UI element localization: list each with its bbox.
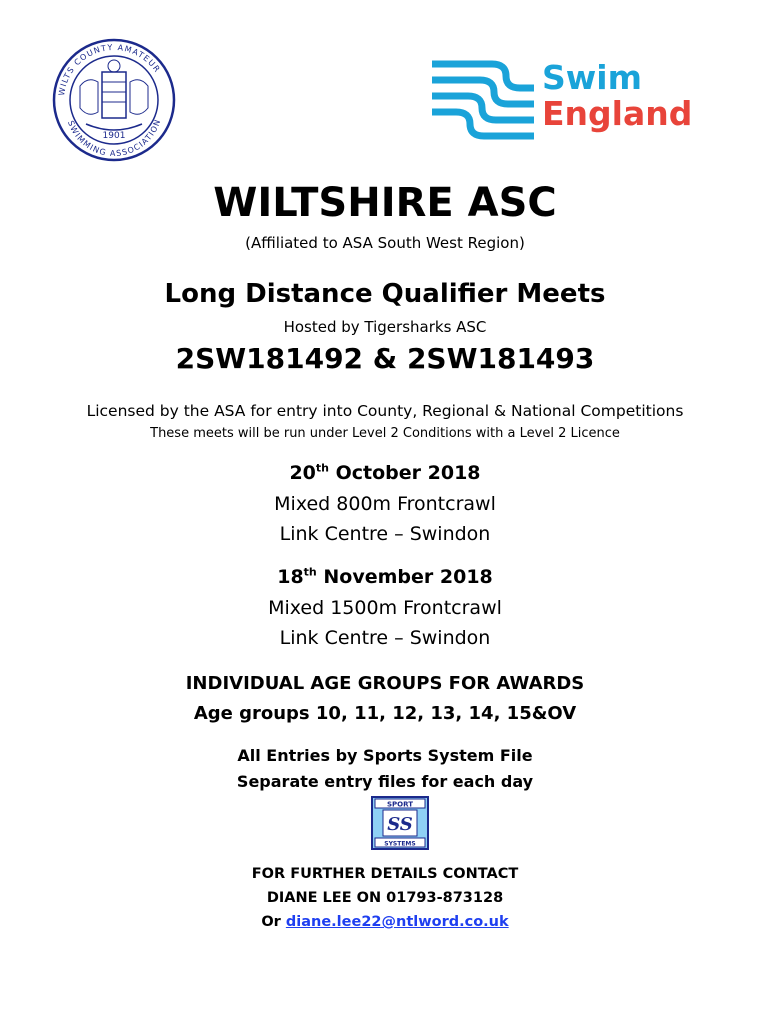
swim-england-waves-icon (428, 58, 538, 148)
hosted-by: Hosted by Tigersharks ASC (283, 318, 487, 336)
meets-title: Long Distance Qualifier Meets (164, 279, 606, 309)
swim-england-wordmark (542, 60, 692, 132)
awards-heading: INDIVIDUAL AGE GROUPS FOR AWARDS (185, 673, 585, 694)
event-name-1: Mixed 800m Frontcrawl (274, 493, 496, 515)
contact-email-line (0, 914, 770, 930)
wiltshire-crest-logo (52, 38, 176, 162)
conditions-statement: These meets will be run under Level 2 Conditions with a Level 2 Licence (150, 426, 620, 441)
contact-email-link[interactable]: diane.lee22@ntlword.co.uk (285, 914, 509, 930)
contact-phone: DIANE LEE ON 01793-873128 (266, 890, 504, 906)
event-name-2: Mixed 1500m Frontcrawl (268, 597, 502, 619)
affiliation: (Affiliated to ASA South West Region) (245, 234, 525, 252)
event-venue-2: Link Centre – Swindon (279, 627, 491, 649)
or-label: Or (261, 914, 286, 930)
brand-england: England (542, 94, 693, 133)
svg-text:SPORT: SPORT (387, 800, 413, 809)
swim-england-logo (428, 58, 718, 148)
page-title: WILTSHIRE ASC (213, 180, 557, 226)
license-statement: Licensed by the ASA for entry into County, Regional & National Competitions (86, 402, 684, 420)
age-groups: Age groups 10, 11, 12, 13, 14, 15&OV (193, 703, 577, 724)
brand-swim: Swim (542, 58, 642, 97)
entries-line-1: All Entries by Sports System File (237, 746, 533, 765)
svg-text:WILTS COUNTY AMATEUR: WILTS COUNTY AMATEUR (57, 42, 163, 97)
contact-heading: FOR FURTHER DETAILS CONTACT (251, 866, 519, 882)
sports-systems-logo-icon (371, 796, 429, 850)
event-venue-1: Link Centre – Swindon (279, 523, 491, 545)
event-date-1: 20th October 2018 (289, 461, 481, 484)
event-date-2: 18th November 2018 (277, 565, 493, 588)
meet-codes: 2SW181492 & 2SW181493 (175, 342, 595, 375)
svg-text:SWIMMING ASSOCIATION: SWIMMING ASSOCIATION (66, 117, 163, 159)
svg-text:SYSTEMS: SYSTEMS (384, 840, 416, 848)
entries-line-2: Separate entry files for each day (236, 772, 534, 791)
crest-year: 1901 (102, 131, 126, 141)
svg-text:SS: SS (387, 814, 413, 835)
